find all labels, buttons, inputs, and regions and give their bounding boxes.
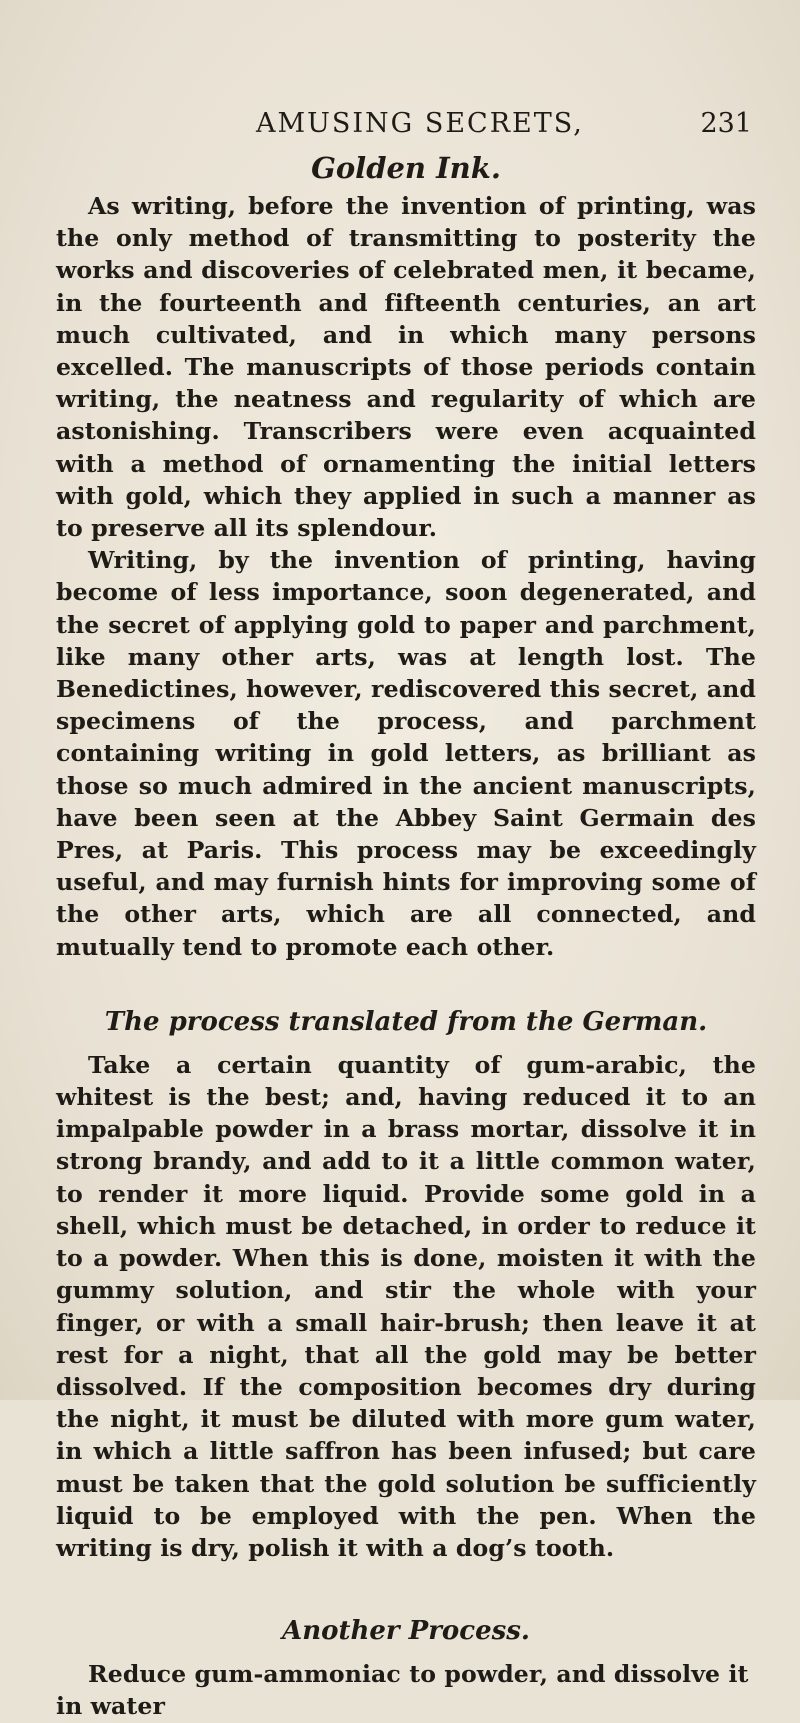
- running-title: AMUSING SECRETS,: [256, 108, 584, 139]
- paragraph-writing-history: As writing, before the invention of printing, was the only method of transmitting to posterity the works and discoveries of celebrated men, it became, in the fourteenth and fifteenth centuries, an art much cultivated, and in which many persons excelled. The manuscripts of those periods contain writing, the neatness and regularity of which are astonishing. Transcribers were even acquainted with a method of ornamenting the initial letters with gold, which they applied in such a manner as to preserve all its splendour.: [56, 192, 756, 543]
- paragraph-benedictines: Writing, by the invention of printing, having become of less importance, soon degenerated, and the secret of applying gold to paper and parchment, like many other arts, was at length lost. The Benedictines, however, rediscovered this secret, and specimens of the process, and parchment containing writing in gold letters, as brilliant as those so much admired in the ancient manuscripts, have been seen at the Abbey Saint Germain des Pres, at Paris. This process may be exceedingly useful, and may furnish hints for improving some of the other arts, which are all connected, and mutually tend to promote each other.: [56, 546, 756, 961]
- running-head: [90, 108, 752, 142]
- section-heading-german-process: The process translated from the German.: [104, 1006, 708, 1037]
- page-content: [56, 150, 756, 1723]
- paragraph-german-process: Take a certain quantity of gum-arabic, the whitest is the best; and, having reduced it to an impalpable powder in a brass mortar, dissolve it in strong brandy, and add to it a little common water, to render it more liquid. Provide some gold in a shell, which must be detached, in order to reduce it to a powder. When this is done, moisten it with the gummy solution, and stir the whole with your finger, or with a small hair-brush; then leave it at rest for a night, that all the gold may be better dissolved. If the composition becomes dry during the night, it must be diluted with more gum water, in which a little saffron has been infused; but care must be taken that the gold solution be sufficiently liquid to be employed with the pen. When the writing is dry, polish it with a dog’s tooth.: [56, 1050, 756, 1562]
- paragraph-another-process: Reduce gum-ammoniac to powder, and dissolve it in water: [56, 1660, 749, 1721]
- section-heading-golden-ink: Golden Ink.: [311, 151, 501, 185]
- section-heading-another-process: Another Process.: [282, 1616, 530, 1647]
- page-number: 231: [700, 108, 752, 139]
